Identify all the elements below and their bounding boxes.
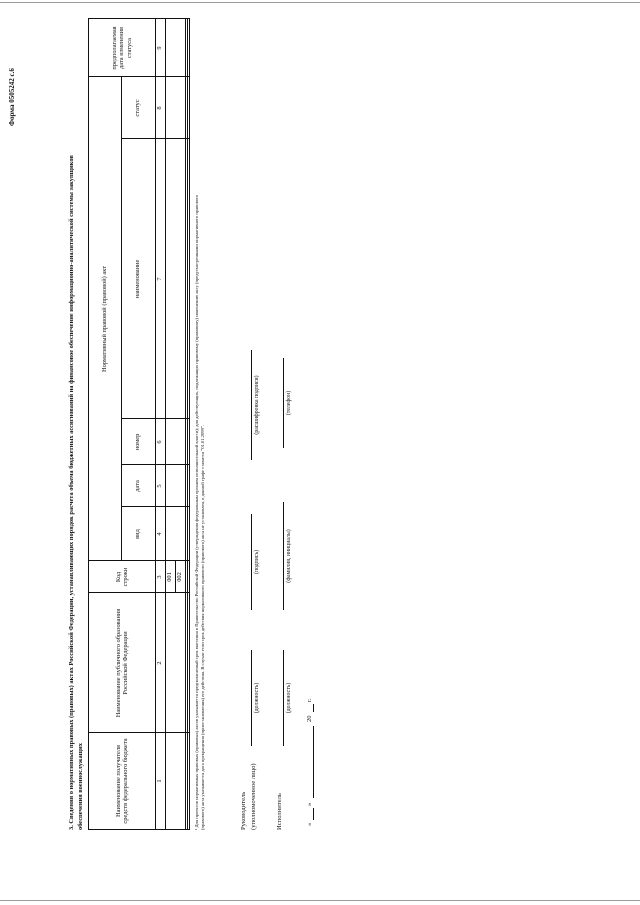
scan-bottom-edge [0,900,640,901]
column-number: 5 [156,484,164,488]
executor-name-line [283,502,284,610]
row-code: 001 [166,572,174,582]
column-number: 4 [156,532,164,536]
head-decoding-line [251,350,252,460]
footnote-line-1: ¹ Для проектов нормативных правовых (правовых) актов указывается предполагаемый срок внесения в Правительство Российской Федерации (утверждения федеральным органом исполнительной власти); для действующих, подлежащих правовому (правовому) изменению акту (предусмотренными нормативного правового [194,194,199,830]
date-quote-close: » [306,802,313,806]
column-number: 9 [156,46,164,50]
header-public-entity: Наименование публичного образования Российской Федерации [114,608,129,718]
row-code: 002 [176,572,184,582]
head-label: Руководитель [240,791,247,830]
column-number: 7 [156,277,164,281]
executor-position-caption: (должность) [286,682,292,714]
scan-top-edge [0,2,640,3]
date-quote-open: « [306,822,313,826]
header-status: статус [134,99,142,117]
header-status-change-date: предполагаемая дата изменения статуса [110,26,133,70]
header-name: наименование [134,259,142,299]
column-number: 6 [156,440,164,444]
column-number: 3 [156,575,164,579]
column-number: 1 [156,779,164,783]
executor-phone-line [283,358,284,448]
head-sublabel: (уполномоченное лицо) [250,763,257,830]
rotated-form-content [0,18,640,878]
acts-table [88,18,190,830]
header-act-group: Нормативный правовой (правовой) акт [101,265,109,373]
header-number: номер [134,433,142,451]
head-position-line [251,650,252,746]
header-kind: вид [134,529,142,539]
header-row-code: Код строки [114,567,129,587]
footnote-line-2: (правового) акта указывается дата прекращения (приостановления) его действия. В случае если срок действия нормативного правового (правового) акта не установлен, в данной графе ставится "01.01.2099". [200,425,205,830]
column-number: 2 [156,661,164,665]
date-year-suffix: г. [306,698,313,702]
head-signature-line [251,514,252,610]
section-title-line-1: 3. Сведения о нормативных правовых (правовых) актах Российской Федерации, устанавливающих порядок расчета объема бюджетных ассигнований на финансовое обеспечение информационно-аналитической системы закупщиков [68,155,75,830]
header-recipient: Наименование получателя средств федерального бюджета [114,738,129,824]
header-date: дата [134,480,142,492]
executor-phone-caption: (телефон) [286,390,292,416]
date-year-prefix: 20 [306,715,313,722]
section-title-line-2: обеспечения военнослужащих [77,743,84,830]
head-position-caption: (должность) [254,682,260,714]
head-signature-caption: (подпись) [254,549,260,575]
executor-label: Исполнитель [276,793,283,830]
executor-position-line [283,650,284,746]
date-year-line [313,704,314,712]
date-day-line [313,808,314,820]
column-number: 8 [156,106,164,110]
date-month-line [313,726,314,798]
head-decoding-caption: (расшифровка подписи) [254,375,260,435]
form-label: Форма 0505242 с.6 [8,68,16,126]
executor-name-caption: (фамилия, инициалы) [286,529,292,583]
